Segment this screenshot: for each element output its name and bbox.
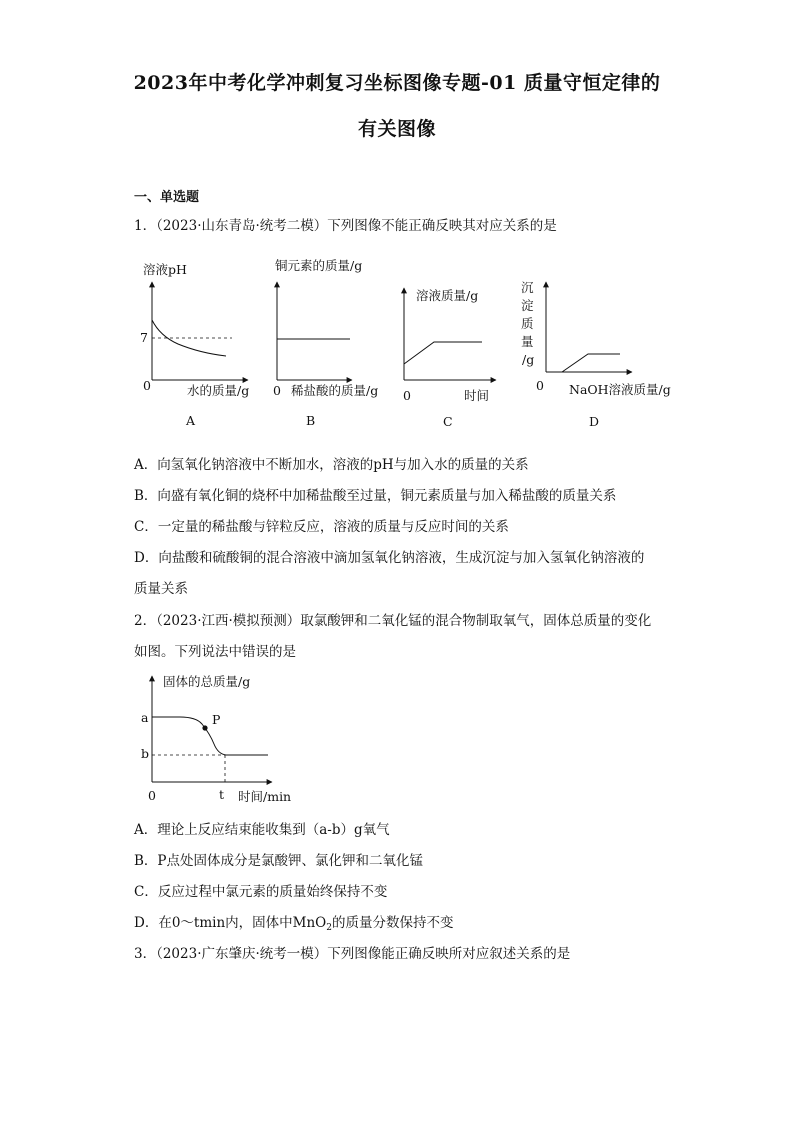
graph-a [140, 262, 249, 428]
q2-graph-ylabel: 固体的总质量/g [163, 674, 251, 689]
q2-option-c: C．反应过程中氯元素的质量始终保持不变 [134, 884, 388, 900]
graph-c-xlabel: 时间 [464, 388, 490, 403]
q2-stem-line1: 2．（2023·江西·模拟预测）取氯酸钾和二氧化锰的混合物制取氧气，固体总质量的变化 [134, 613, 652, 629]
graph-d [521, 280, 671, 429]
point-p [202, 725, 207, 730]
q2-option-a: A．理论上反应结束能收集到（a-b）g氧气 [134, 822, 390, 838]
graph-a-tick-7: 7 [140, 330, 148, 345]
graph-d-ylabel-2: 淀 [521, 298, 534, 313]
q2-graph-label-b: b [141, 746, 150, 761]
q3-stem: 3．（2023·广东肇庆·统考一模）下列图像能正确反映所对应叙述关系的是 [134, 946, 571, 962]
document-title-line1: 2023年中考化学冲刺复习坐标图像专题-01 质量守恒定律的 [133, 72, 661, 94]
q1-option-d-line1: D．向盐酸和硫酸铜的混合溶液中滴加氢氧化钠溶液，生成沉淀与加入氢氧化钠溶液的 [134, 550, 645, 566]
graph-b-origin: 0 [273, 383, 281, 398]
q2-graph-label-t: t [219, 787, 225, 802]
q2-graph-xlabel: 时间/min [238, 789, 292, 804]
q2-option-d-subscript: 2 [326, 923, 332, 933]
graph-d-ylabel-4: 量 [521, 334, 534, 349]
graph-a-ylabel: 溶液pH [143, 262, 187, 277]
q2-option-d [134, 911, 453, 933]
q1-option-c: C．一定量的稀盐酸与锌粒反应，溶液的质量与反应时间的关系 [134, 519, 509, 535]
q2-graph-label-p: P [212, 712, 221, 727]
graph-b-ylabel: 铜元素的质量/g [275, 258, 363, 273]
section-heading: 一、单选题 [134, 190, 200, 205]
graph-b-xlabel: 稀盐酸的质量/g [291, 383, 379, 398]
q2-graph [0, 660, 794, 810]
graph-b-caption: B [306, 413, 316, 428]
graph-a-caption: A [186, 413, 196, 428]
graph-d-ylabel-5: /g [522, 352, 535, 367]
q2-stem-line2: 如图。下列说法中错误的是 [134, 644, 296, 660]
document-title-line2: 有关图像 [357, 118, 436, 140]
graph-a-origin: 0 [143, 378, 151, 393]
q1-option-a: A．向氢氧化钠溶液中不断加水，溶液的pH与加入水的质量的关系 [134, 457, 529, 473]
q2-graph-label-a: a [141, 710, 149, 725]
graph-d-ylabel-1: 沉 [521, 280, 534, 295]
graph-c-caption: C [443, 414, 453, 429]
q1-graphs [0, 250, 794, 440]
q2-option-d-pre: D．在0～tmin内，固体中MnO [134, 915, 327, 931]
graph-b [273, 258, 378, 428]
q2-option-d-post: 的质量分数保持不变 [331, 915, 454, 931]
graph-c-ylabel: 溶液质量/g [416, 288, 479, 303]
q1-option-b: B．向盛有氧化铜的烧杯中加稀盐酸至过量，铜元素质量与加入稀盐酸的质量关系 [134, 488, 617, 504]
graph-d-origin: 0 [536, 378, 544, 393]
q1-stem: 1．（2023·山东青岛·统考二模）下列图像不能正确反映其对应关系的是 [134, 218, 557, 234]
graph-d-xlabel: NaOH溶液质量/g [569, 382, 671, 397]
graph-d-caption: D [589, 414, 600, 429]
graph-a-xlabel: 水的质量/g [187, 383, 250, 398]
q1-option-d-line2: 质量关系 [134, 581, 188, 597]
graph-c [403, 288, 496, 429]
q2-option-b: B．P点处固体成分是氯酸钾、氯化钾和二氧化锰 [134, 853, 424, 869]
graph-d-ylabel-3: 质 [521, 316, 534, 331]
graph-c-origin: 0 [403, 388, 411, 403]
q2-graph-origin: 0 [148, 788, 156, 803]
